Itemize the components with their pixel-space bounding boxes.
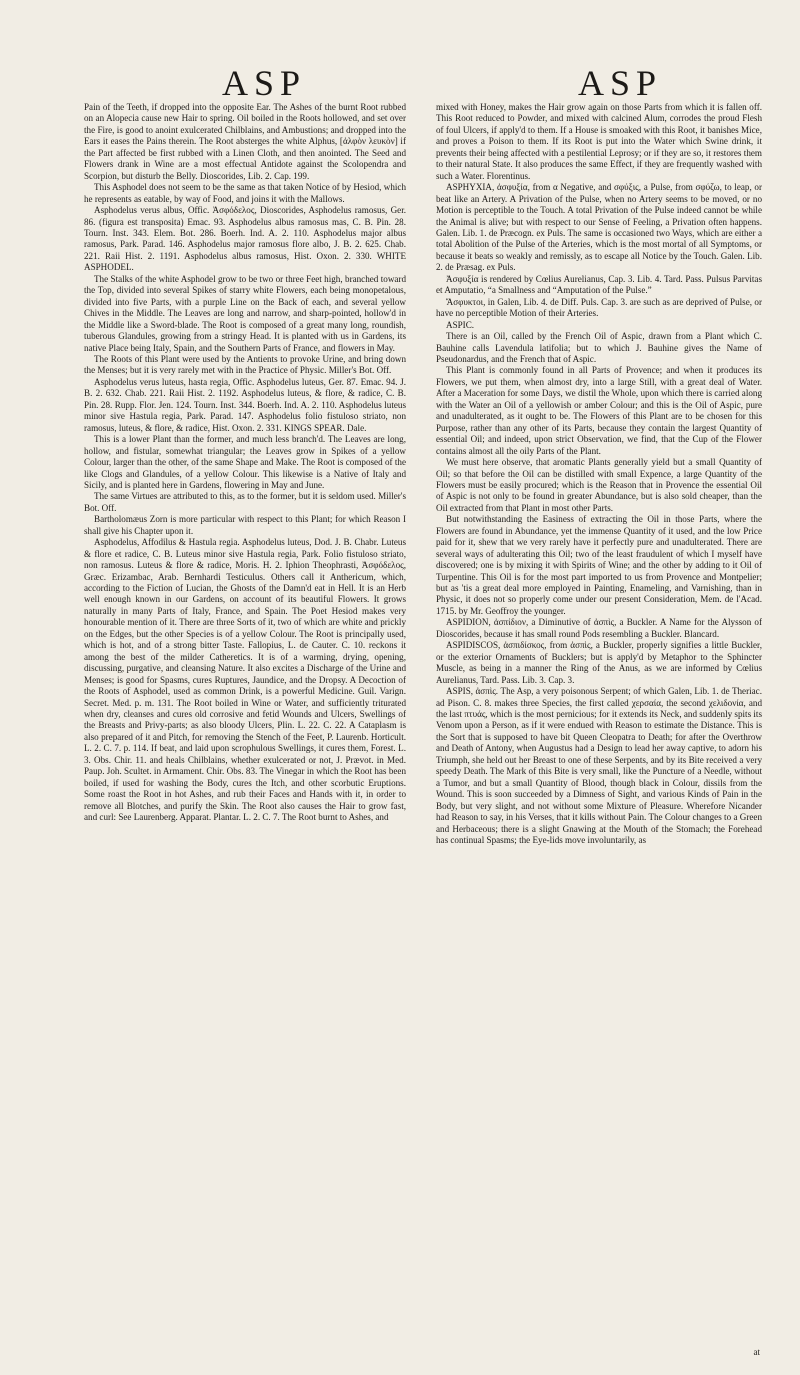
paragraph: The Stalks of the white Asphodel grow to be two or three Feet high, branched toward the Top, divided into several Spikes of starry white Flowers, each being monopetalous, divided into five Parts, with a purple Line on the Back of each, and several yellow Chives in the Middle. The Leaves are long and narrow, and sharp-pointed, hollow'd in the Middle like a Sword-blade. The Root is composed of a great many long, roundish, tuberous Glandules, growing from a stringy Head. It is planted with us in Gardens, its native Place being Italy, Spain, and the Southern Parts of France, and flowers in May.	[84, 273, 406, 353]
paragraph: Asphodelus, Affodilus & Hastula regia. Asphodelus luteus, Dod. J. B. Chabr. Luteus & flore et radice, C. B. Luteus minor sive Hastula regia, Park. Folio fistuloso striato, non ramosus. Luteus & flore & radice, Moris. H. 2. Iphion Theophrasti, Ἀσφόδελος, Græc. Erizambac, Arab. Bernhardi Testiculus. Others call it Anthericum, which, according to the Fiction of Lucian, the Ghosts of the Damn'd eat in Hell. It is an Herb well enough known in our Gardens, on account of its beautiful Flowers. It grows naturally in many Parts of Italy, France, and Spain. The Poet Hesiod makes very honourable mention of it. There are three Sorts of it, two of which are white and prickly on the Edges, but the other Species is of a yellow Colour. The Root is principally used, which is hot, and of a strong bitter Taste. Fallopius, L. de Cauter. C. 10. reckons it among the best of the milder Catheretics. It is of a warming, drying, opening, discussing, purgative, and cleansing Nature. It also excites a Discharge of the Urine and Menses; is good for Spasms, cures Ruptures, Jaundice, and the Dropsy. A Decoction of the Roots of Asphodel, used as common Drink, is a powerful Medicine. Guil. Varign. Secret. Med. p. m. 131. The Root boiled in Wine or Water, and sufficiently triturated when dry, cleanses and cures old corrosive and fetid Wounds and Ulcers, Swellings of the Breasts and Privy-parts; as also bloody Ulcers, Plin. L. 22. C. 22. A Cataplasm is also prepared of it and Pitch, for removing the Stench of the Feet, P. Laurenb. Horticult. L. 2. C. 7. p. 114. If beat, and laid upon scrophulous Swellings, it cures them, Forest. L. 3. Obs. Chir. 11. and heals Chilblains, whether exulcerated or not, J. Prævot. in Med. Paup. Joh. Scultet. in Armament. Chir. Obs. 83. The Vinegar in which the Root has been boiled, if used for washing the Body, cures the Itch, and other scorbutic Eruptions. Some roast the Root in hot Ashes, and rub their Faces and Hands with it, in order to remove all Blotches, and purify the Skin. The Root also causes the Hair to grow fast, and curl: See Laurenberg. Apparat. Plantar. L. 2. C. 7. The Root burnt to Ashes, and	[84, 537, 406, 823]
paragraph: We must here observe, that aromatic Plants generally yield but a small Quantity of Oil; so that before the Oil can be distilled with small Expence, a large Quantity of the Flowers must be easily procured; which is the Reason that in Provence the essential Oil of Aspic is not only to be found in greater Abundance, but is also sold cheaper, than the Oil extracted from that Plant in most other Parts.	[436, 457, 762, 513]
paragraph: The Roots of this Plant were used by the Antients to provoke Urine, and bring down the Menses; but it is very rarely met with in the Practice of Physic. Miller's Bot. Off.	[84, 353, 406, 376]
entry-aspidion: ASPIDION, ἀσπίδιον, a Diminutive of ἀσπὶς, a Buckler. A Name for the Alysson of Dioscorides, because it has small round Pods resembling a Buckler. Blancard.	[436, 617, 762, 639]
paragraph: Asphodelus verus luteus, hasta regia, Offic. Asphodelus luteus, Ger. 87. Emac. 94. J. B. 2. 632. Chab. 221. Raii Hist. 2. 1192. Asphodelus luteus, & flore, & radice, C. B. Pin. 28. Rupp. Flor. Jen. 124. Tourn. Inst. 344. Boerh. Ind. A. 2. 110. Asphodelus luteus minor sive Hastula regia, Park. Parad. 147. Asphodelus folio fistuloso striato, non ramosus, luteus, & flore, & radice, Hist. Oxon. 2. 331. KINGS SPEAR. Dale.	[84, 376, 406, 433]
catchword: at	[753, 1347, 760, 1357]
paragraph: This Plant is commonly found in all Parts of Provence; and when it produces its Flowers, we put them, when almost dry, into a large Still, with a great deal of Water. After a Maceration for some Days, we distil the Whole, upon which there is carried along with the Water an Oil of a yellowish or amber Colour; and this is the Oil of Aspic, pure and unadulterated, as it ought to be. The Flowers of this Plant are to be chosen for this Purpose, rather than any other of its Parts, because they contain the largest Quantity of essential Oil; and indeed, upon strict Observation, we find, that the Cup of the Flower contains almost all the oily Parts of the Plant.	[436, 365, 762, 456]
paragraph: mixed with Honey, makes the Hair grow again on those Parts from which it is fallen off. This Root reduced to Powder, and mixed with calcined Alum, corrodes the proud Flesh of foul Ulcers, if apply'd to them. If a House is smoaked with this Root, it banishes Mice, and proves a Poison to them. If its Root is put into the Water which Swine drink, it prevents their being affected with a pestilential Leprosy; or if they are so, it restores them to their natural State. It also produces the same Effect, if they are frequently washed with such a Water. Florentinus.	[436, 102, 762, 181]
paragraph: The same Virtues are attributed to this, as to the former, but it is seldom used. Miller's Bot. Off.	[84, 491, 406, 513]
entry-aspic: ASPIC.	[446, 319, 475, 330]
entry-asphyxia: ASPHYXIA, ἀσφυξία, from α Negative, and σφύξις, a Pulse, from σφύζω, to leap, or beat like an Artery. A Privation of the Pulse, when no Artery seems to be moved, or no Motion is perceptible to the Touch. A total Privation of the Pulse indeed cannot be while the Animal is alive; but with respect to our Sense of Feeling, a Privation often happens. Galen. Lib. 1. de Præcogn. ex Puls. The same is occasioned two Ways, which are either a total Abolition of the Pulse of the Arteries, which is the most mortal of all Symptoms, or because it beats so weakly and remissly, as to escape all Notice by the Touch. Galen. Lib. 2. de Præsag. ex Puls.	[436, 182, 762, 273]
right-column	[436, 102, 762, 1364]
paragraph: Pain of the Teeth, if dropped into the opposite Ear. The Ashes of the burnt Root rubbed on an Alopecia cause new Hair to spring. Oil boiled in the Roots hollowed, and set over the Fire, is good to anoint exulcerated Chilblains, and Ambustions; and dropped into the Ears it eases the Pains therein. The Root absterges the white Alphus, [ἀλφὸν λευκὸν] if the Part affected be first rubbed with a Linen Cloth, and then anointed. The Seed and Flowers drank in Wine are a most effectual Antidote against the Scolopendra and Scorpion, but disturb the Belly. Dioscorides, Lib. 2. Cap. 199.	[84, 102, 406, 181]
paragraph: Bartholomæus Zorn is more particular with respect to this Plant; for which Reason I shall give his Chapter upon it.	[84, 514, 406, 536]
entry-aspis: ASPIS, ἀσπὶς. The Asp, a very poisonous Serpent; of which Galen, Lib. 1. de Theriac. ad Pison. C. 8. makes three Species, the first called χερσαία, the second χελιδονία, and the last πτυάς, which is the most pernicious; for it extends its Neck, and suddenly spits its Venom upon a Person, as if it were endued with Reason to estimate the Distance. This is the Sort that is supposed to have bit Queen Cleopatra to Death; for after the Overthrow and Death of Antony, when Augustus had a Design to lead her away captive, to adorn his Triumph, she held out her Breast to one of these Serpents, and by its Bite received a very speedy Death. The Mark of this Bite is very small, like the Puncture of a Needle, without a Tumor, and but a small Quantity of Blood, though black in Colour, dissils from the Wound. This is soon succeeded by a Dimness of Sight, and various Kinds of Pain in the Body, but very slight, and not without some Mixture of Pleasure. Wherefore Nicander had Reason to say, in his Verses, that it kills without Pain. The Colour changes to a Green and Herbaceous; there is a slight Gnawing at the Mouth of the Stomach; the Forehead has continual Spasms; the Eye-lids move involuntarily, as	[436, 686, 762, 845]
running-head	[0, 62, 800, 106]
paragraph: But notwithstanding the Easiness of extracting the Oil in those Parts, where the Flowers are found in Abundance, yet the immense Quantity of it used, and the low Price paid for it, shew that we very rarely have it perfectly pure and unadulterated. There are several ways of adulterating this Oil; two of the least fraudulent of which I myself have discovered; one is by mixing it with Spirits of Wine; and the other by adding to it Oil of Turpentine. This Oil is for the most part imported to us from Provence and Montpelier; but as 'tis a great deal more employed in Painting, Enameling, and Varnishing, than in Physic, it does not so properly come under our present Consideration, Mem. de l'Acad. 1715. by Mr. Geoffroy the younger.	[436, 514, 762, 616]
paragraph: Asphodelus verus albus, Offic. Ἀσφόδελος, Dioscorides, Asphodelus ramosus, Ger. 86. (figura est transposita) Emac. 93. Asphodelus albus ramosus mas, C. B. Pin. 28. Tourn. Inst. 343. Elem. Bot. 286. Boerh. Ind. A. 2. 110. Asphodelus major albus ramosus, Park. Parad. 146. Asphodelus major ramosus flore albo, J. B. 2. 625. Chab. 221. Raii Hist. 2. 1191. Asphodelus albus ramosus, Hist. Oxon. 2. 330. WHITE ASPHODEL.	[84, 205, 406, 273]
paragraph: Ἀσφυξία is rendered by Cœlius Aurelianus, Cap. 3. Lib. 4. Tard. Pass. Pulsus Parvitas et Amputatio, “a Smallness and “Amputation of the Pulse.”	[436, 273, 762, 296]
paragraph: There is an Oil, called by the French Oil of Aspic, drawn from a Plant which C. Bauhine calls Lavendula latifolia; but to which J. Bauhine gives the Name of Pseudonardus, and the French that of Aspic.	[436, 331, 762, 364]
paragraph: This Asphodel does not seem to be the same as that taken Notice of by Hesiod, which he represents as eatable, by way of Food, and joins it with the Mallows.	[84, 182, 406, 204]
running-head-right: ASP	[578, 63, 663, 103]
running-head-left: ASP	[222, 63, 307, 103]
paragraph: This is a lower Plant than the former, and much less branch'd. The Leaves are long, hollow, and fistular, somewhat triangular; the Leaves grow in Spikes of a yellow Colour, larger than the other, of the same Shape and Make. The Root is composed of the like Clogs and Glandules, of a yellow Colour. This likewise is a Native of Italy and Sicily, and is planted here in Gardens, flowering in May and June.	[84, 434, 406, 490]
entry-aspidiscos: ASPIDISCOS, ἀσπιδίσκος, from ἀσπὶς, a Buckler, properly signifies a little Buckler, or the exterior Ornaments of Bucklers; but is apply'd by Metaphor to the Sphincter Muscle, as being in a manner the Ring of the Anus, as we are informed by Cœlius Aurelianus, Tard. Pass. Lib. 3. Cap. 3.	[436, 640, 762, 685]
paragraph: Ἄσφυκτοι, in Galen, Lib. 4. de Diff. Puls. Cap. 3. are such as are deprived of Pulse, or have no perceptible Motion of their Arteries.	[436, 296, 762, 319]
left-column	[84, 102, 406, 1364]
